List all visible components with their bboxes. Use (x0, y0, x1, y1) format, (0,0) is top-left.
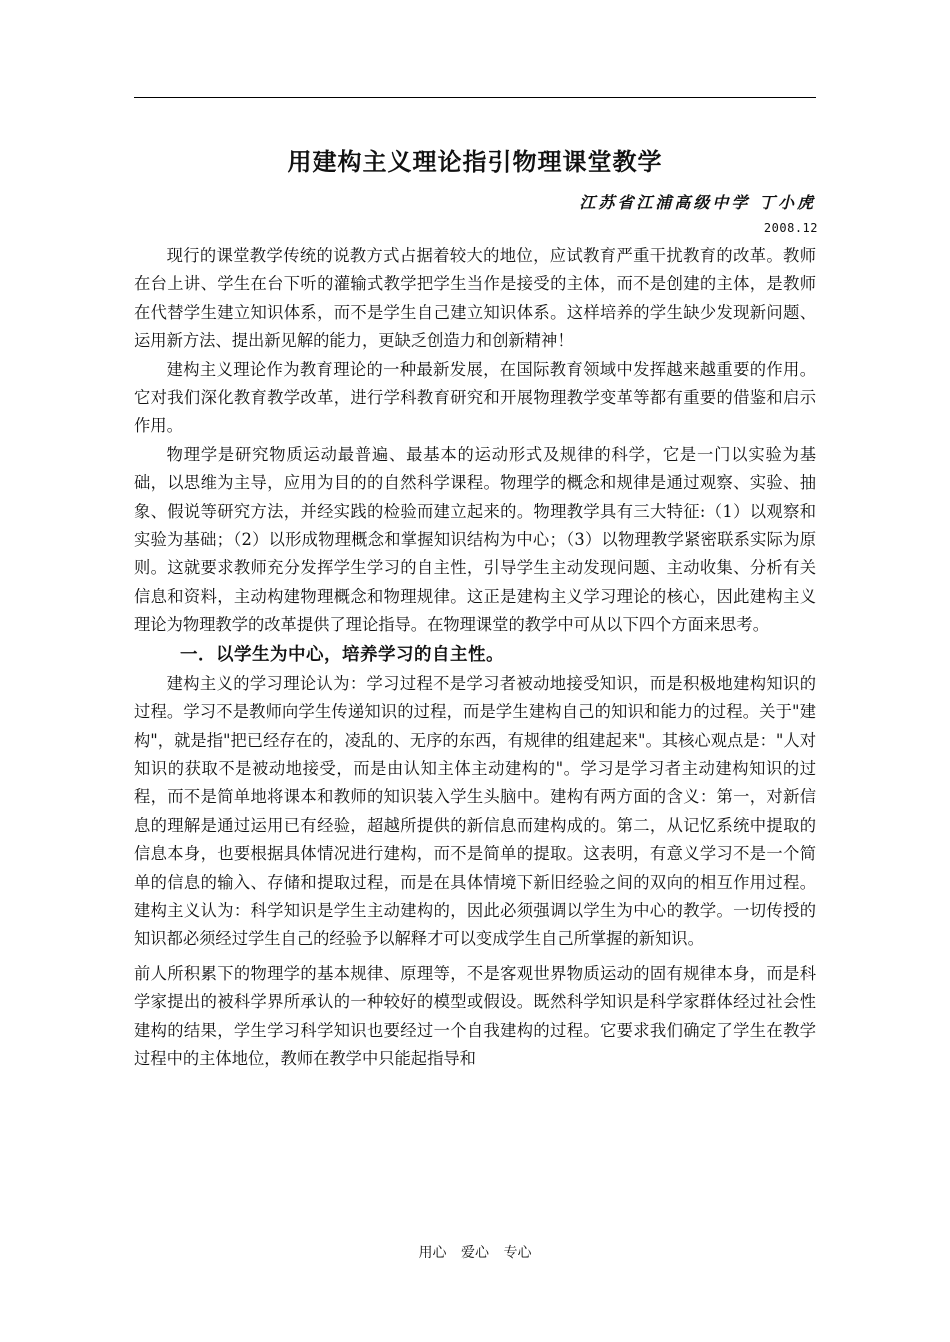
header-rule (134, 97, 816, 98)
section-heading: 一．以学生为中心，培养学习的自主性。 (180, 644, 504, 665)
paragraph-intro: 现行的课堂教学传统的说教方式占据着较大的地位，应试教育严重干扰教育的改革。教师在台上讲、学生在台下听的灌输式教学把学生当作是接受的主体，而不是创建的主体，是教师在代替学生建立知识体系，而不是学生自己建立知识体系。这样培养的学生缺少发现新问题、运用新方法、提出新见解的能力，更缺乏创造力和创新精神！ (134, 246, 816, 351)
paragraph-section-2: 前人所积累下的物理学的基本规律、原理等，不是客观世界物质运动的固有规律本身，而是科学家提出的被科学界所承认的一种较好的模型或假设。既然科学知识是科学家群体经过社会性建构的结果，学生学习科学知识也要经过一个自我建构的过程。它要求我们确定了学生在教学过程中的主体地位，教师在教学中只能起指导和 (134, 963, 816, 1068)
paragraph-constructivism: 建构主义理论作为教育理论的一种最新发展，在国际教育领域中发挥越来越重要的作用。它对我们深化教育教学改革，进行学科教育研究和开展物理教学变革等都有重要的借鉴和启示作用。 (134, 359, 816, 436)
date-line: 2008.12 (763, 221, 818, 235)
paragraph-section-1: 建构主义的学习理论认为：学习过程不是学习者被动地接受知识，而是积极地建构知识的过程。学习不是教师向学生传递知识的过程，而是学生建构自己的知识和能力的过程。关于"建构"，就是指"把已经存在的，凌乱的、无序的东西，有规律的组建起来"。其核心观点是："人对知识的获取不是被动地接受，而是由认知主体主动建构的"。学习是学习者主动建构知识的过程，而不是简单地将课本和教师的知识装入学生头脑中。建构有两方面的含义：第一，对新信息的理解是通过运用已有经验，超越所提供的新信息而建构成的。第二，从记忆系统中提取的信息本身，也要根据具体情况进行建构，而不是简单的提取。这表明，有意义学习不是一个简单的信息的输入、存储和提取过程，而是在具体情境下新旧经验之间的双向的相互作用过程。建构主义认为：科学知识是学生主动建构的，因此必须强调以学生为中心的教学。一切传授的知识都必须经过学生自己的经验予以解释才可以变成学生自己所掌握的新知识。 (134, 673, 816, 949)
document-body (134, 242, 816, 1073)
paragraph-physics: 物理学是研究物质运动最普遍、最基本的运动形式及规律的科学，它是一门以实验为基础，以思维为主导，应用为目的的自然科学课程。物理学的概念和规律是通过观察、实验、抽象、假说等研究方法，并经实践的检验而建立起来的。物理教学具有三大特征:（1）以观察和实验为基础；（2）以形成物理概念和掌握知识结构为中心；（3）以物理教学紧密联系实际为原则。这就要求教师充分发挥学生学习的自主性，引导学生主动发现问题、主动收集、分析有关信息和资料，主动构建物理概念和物理规律。这正是建构主义学习理论的核心，因此建构主义理论为物理教学的改革提供了理论指导。在物理课堂的教学中可从以下四个方面来思考。 (134, 444, 816, 635)
author-line: 江苏省江浦高级中学 丁小虎 (579, 193, 816, 212)
document-title: 用建构主义理论指引物理课堂教学 (287, 147, 663, 176)
page-footer: 用心 爱心 专心 (418, 1245, 532, 1261)
